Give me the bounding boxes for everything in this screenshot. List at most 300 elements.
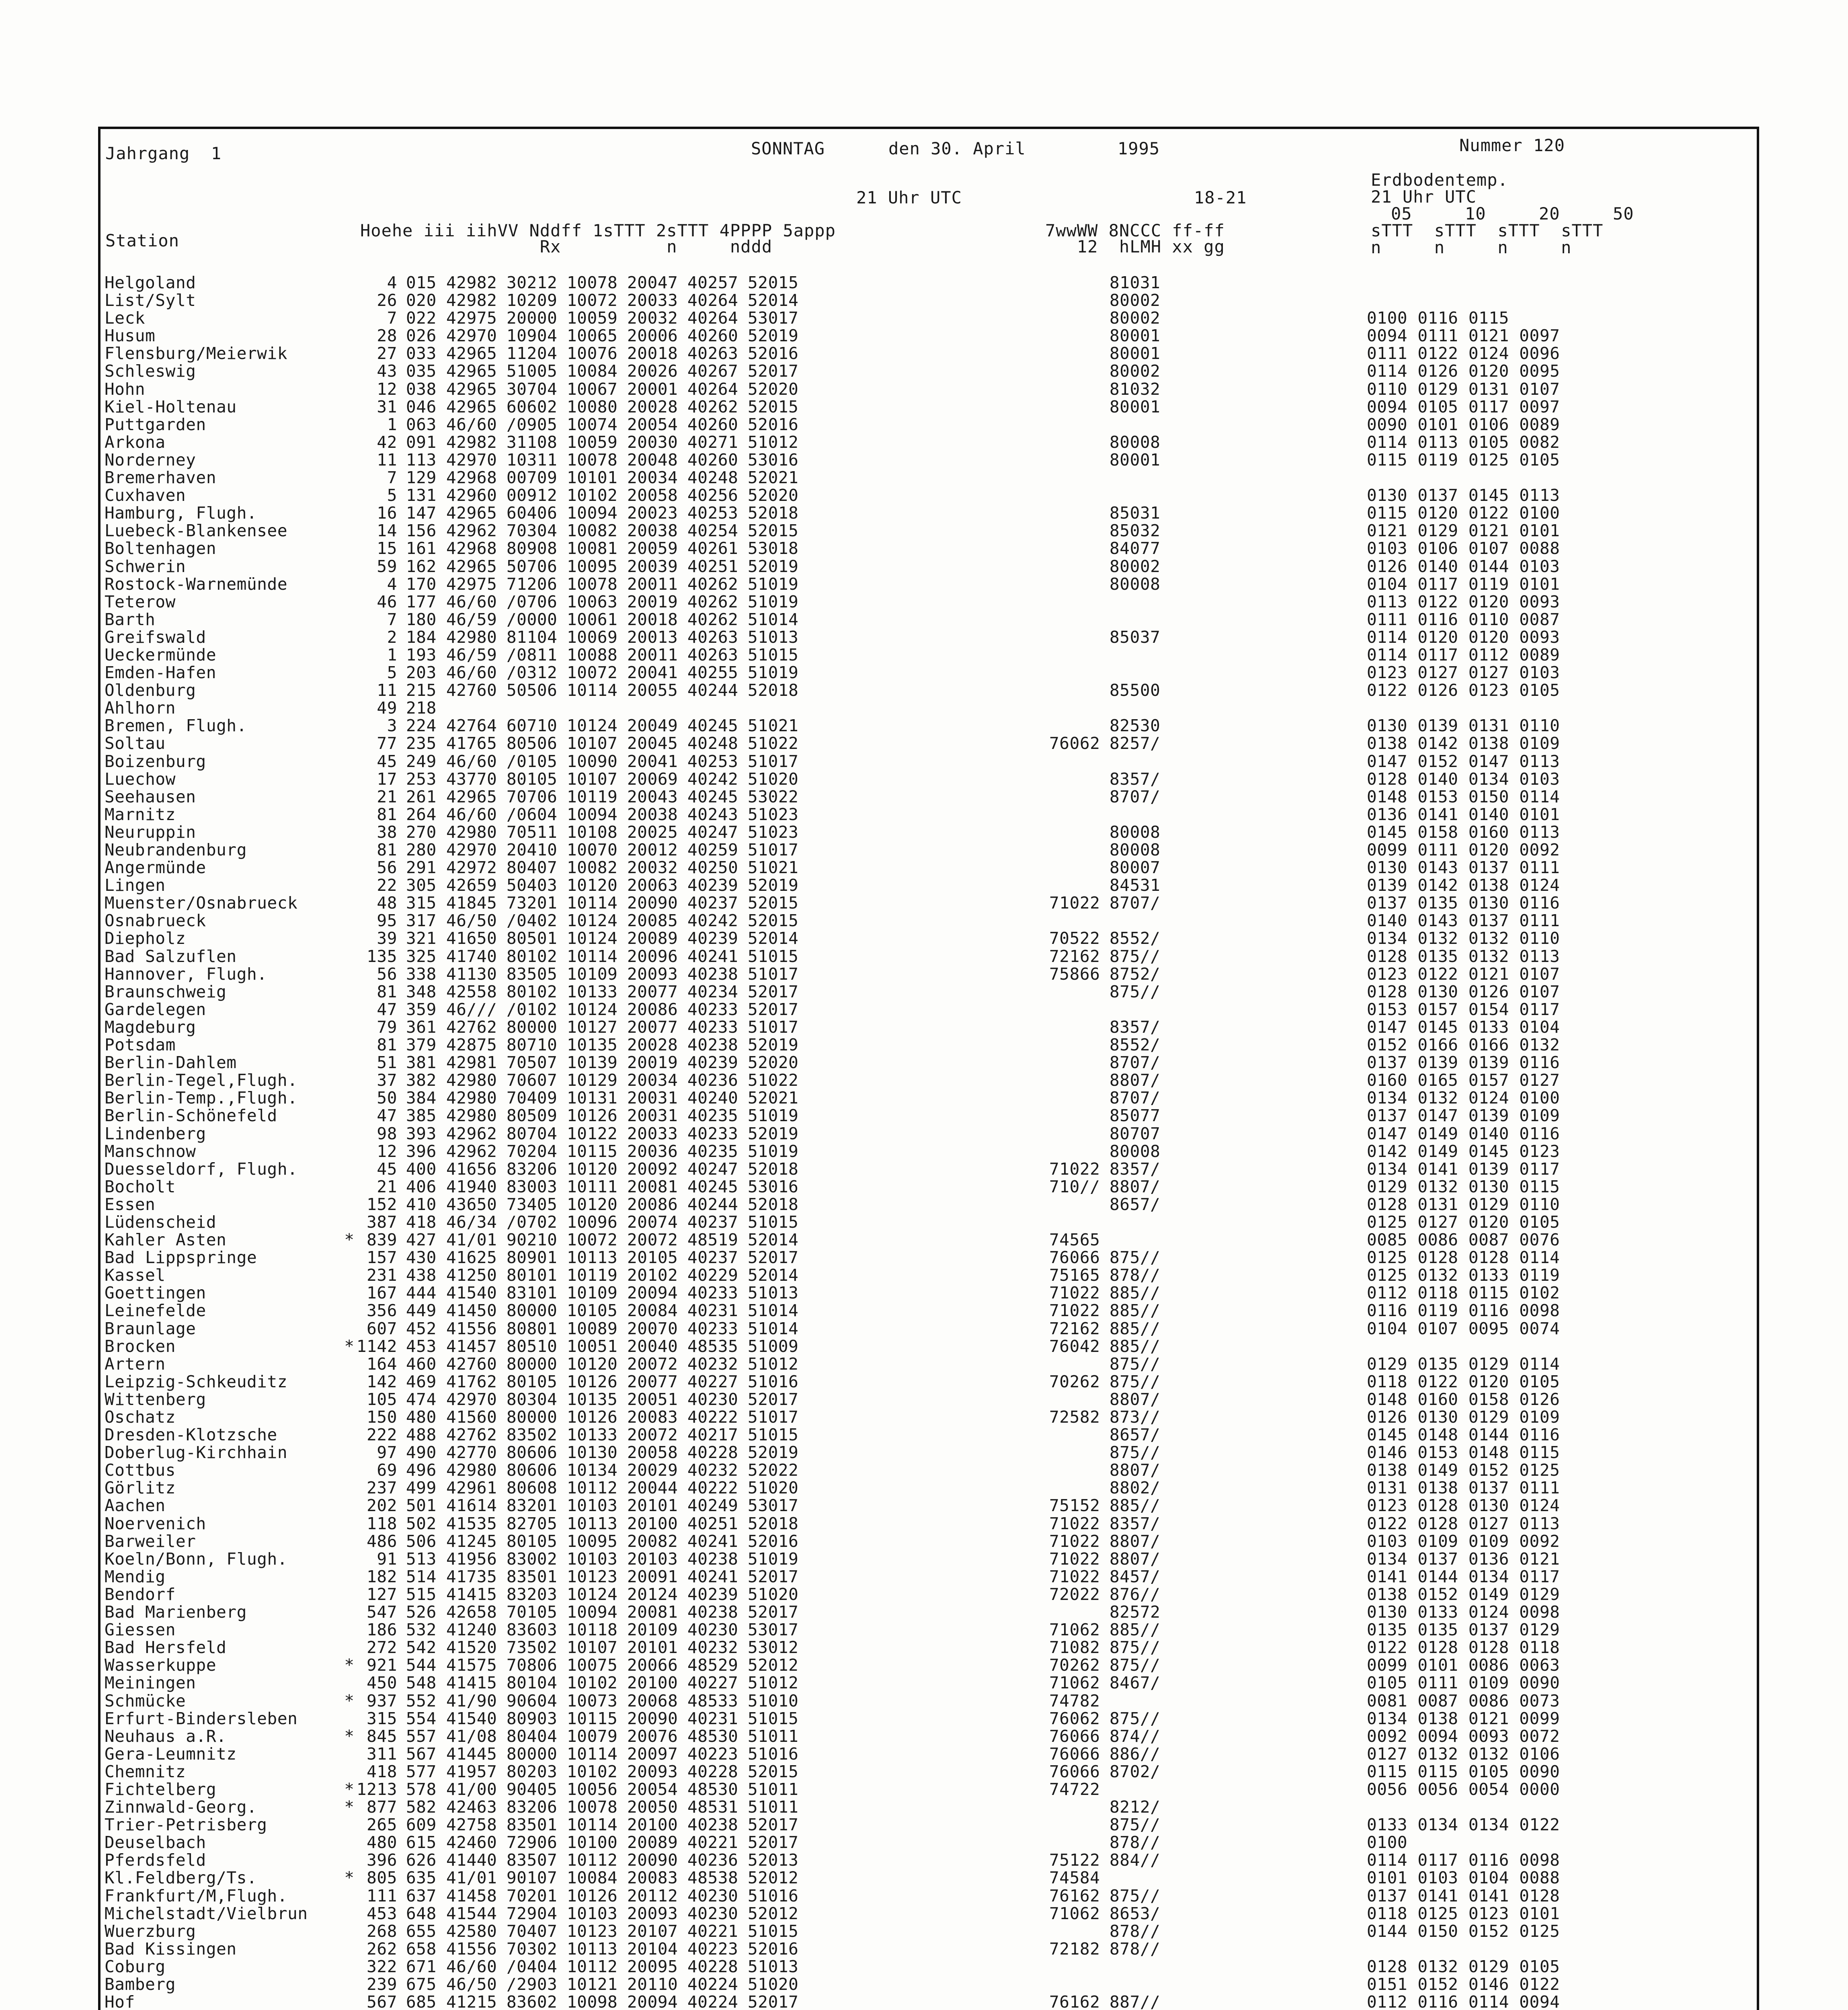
group-1sttt: 10078 xyxy=(567,450,618,470)
station-name: Leipzig-Schkeuditz xyxy=(105,1372,288,1391)
group-2sttt: 20109 xyxy=(627,1620,678,1640)
station-height: 1213 xyxy=(356,1779,397,1799)
group-1sttt: 10114 xyxy=(567,1815,618,1835)
group-1sttt: 10120 xyxy=(567,1354,618,1374)
group-5appp: 51011 xyxy=(748,1726,799,1746)
group-2sttt: 20048 xyxy=(627,450,678,470)
group-8nccc: 8752/ xyxy=(1110,964,1161,984)
group-1sttt: 10124 xyxy=(567,999,618,1019)
station-height: 222 xyxy=(367,1425,397,1445)
group-iihvv: 41130 xyxy=(446,964,497,984)
group-8nccc: 8807/ xyxy=(1110,1549,1161,1569)
group-iihvv: 42965 xyxy=(446,361,497,381)
station-height: 14 xyxy=(377,521,397,541)
group-7wwww: 71022 xyxy=(1049,1301,1100,1321)
table-row xyxy=(101,1993,1757,2010)
group-8nccc: 8552/ xyxy=(1110,929,1161,948)
group-nddff: 80509 xyxy=(507,1106,558,1126)
group-iihvv: 41450 xyxy=(446,1301,497,1321)
group-5appp: 52014 xyxy=(748,1265,799,1285)
group-2sttt: 20058 xyxy=(627,486,678,505)
station-name: Dresden-Klotzsche xyxy=(105,1425,277,1445)
group-1sttt: 10130 xyxy=(567,1443,618,1462)
group-iihvv: 46/60 xyxy=(446,414,497,434)
soil-temperatures: 0148 0153 0150 0114 xyxy=(1367,787,1560,806)
station-iii: 474 xyxy=(406,1389,437,1409)
group-iihvv: 42758 xyxy=(446,1815,497,1835)
group-7wwww: 76066 xyxy=(1049,1726,1100,1746)
group-8nccc: 8807/ xyxy=(1110,1460,1161,1480)
soil-temperatures: 0126 0130 0129 0109 xyxy=(1367,1407,1560,1427)
group-2sttt: 20089 xyxy=(627,1833,678,1852)
group-5appp: 52017 xyxy=(748,1567,799,1586)
group-4pppp: 40253 xyxy=(687,751,738,771)
group-4pppp: 40239 xyxy=(687,1053,738,1073)
group-1sttt: 10074 xyxy=(567,414,618,434)
group-5appp: 52018 xyxy=(748,1159,799,1179)
group-1sttt: 10114 xyxy=(567,946,618,966)
group-8nccc: 8707/ xyxy=(1110,1088,1161,1108)
group-1sttt: 10115 xyxy=(567,1141,618,1161)
group-4pppp: 40245 xyxy=(687,1177,738,1196)
group-5appp: 52019 xyxy=(748,556,799,576)
station-iii: 129 xyxy=(406,468,437,488)
group-4pppp: 40244 xyxy=(687,681,738,700)
station-name: Leck xyxy=(105,308,146,328)
soil-temperatures: 0141 0144 0134 0117 xyxy=(1367,1567,1560,1586)
soil-temperatures: 0100 xyxy=(1367,1833,1408,1852)
group-1sttt: 10119 xyxy=(567,787,618,806)
group-2sttt: 20084 xyxy=(627,1301,678,1321)
group-2sttt: 20041 xyxy=(627,663,678,683)
group-1sttt: 10098 xyxy=(567,1992,618,2010)
group-4pppp: 40260 xyxy=(687,326,738,346)
table-row xyxy=(101,1816,1757,1834)
date-label: den 30. April xyxy=(888,139,1026,158)
group-iihvv: 42965 xyxy=(446,556,497,576)
station-height: 127 xyxy=(367,1584,397,1604)
station-name: Teterow xyxy=(105,592,176,611)
group-4pppp: 48529 xyxy=(687,1655,738,1675)
group-nddff: 80506 xyxy=(507,734,558,753)
group-iihvv: 42460 xyxy=(446,1833,497,1852)
table-row xyxy=(101,1958,1757,1975)
station-iii: 224 xyxy=(406,716,437,736)
group-4pppp: 40249 xyxy=(687,1496,738,1516)
group-5appp: 52016 xyxy=(748,414,799,434)
table-row xyxy=(101,327,1757,345)
group-2sttt: 20090 xyxy=(627,893,678,913)
group-5appp: 52018 xyxy=(748,1194,799,1214)
group-8nccc: 8707/ xyxy=(1110,787,1161,806)
group-5appp: 51023 xyxy=(748,804,799,824)
group-8nccc: 884// xyxy=(1110,1850,1161,1870)
table-row xyxy=(101,1745,1757,1763)
group-2sttt: 20034 xyxy=(627,1071,678,1090)
soil-temperatures: 0099 0111 0120 0092 xyxy=(1367,840,1560,859)
group-iihvv: 41940 xyxy=(446,1177,497,1196)
soil-temperatures: 0110 0129 0131 0107 xyxy=(1367,379,1560,399)
soil-temperatures: 0134 0138 0121 0099 xyxy=(1367,1708,1560,1728)
soil-temperatures: 0118 0125 0123 0101 xyxy=(1367,1903,1560,1923)
group-4pppp: 48530 xyxy=(687,1726,738,1746)
station-height: 182 xyxy=(367,1567,397,1586)
group-4pppp: 40223 xyxy=(687,1939,738,1959)
station-name: Bad Kissingen xyxy=(105,1939,237,1959)
station-height: 167 xyxy=(367,1283,397,1303)
group-nddff: 70201 xyxy=(507,1886,558,1905)
table-row xyxy=(101,1089,1757,1107)
station-iii: 554 xyxy=(406,1708,437,1728)
group-iihvv: 41540 xyxy=(446,1708,497,1728)
station-name: Berlin-Dahlem xyxy=(105,1053,237,1073)
soil-temperatures: 0122 0126 0123 0105 xyxy=(1367,681,1560,700)
group-2sttt: 20033 xyxy=(627,1124,678,1143)
table-row xyxy=(101,788,1757,806)
station-name: Boizenburg xyxy=(105,751,206,771)
group-2sttt: 20032 xyxy=(627,308,678,328)
station-name: Artern xyxy=(105,1354,166,1374)
station-iii: 381 xyxy=(406,1053,437,1073)
group-5appp: 51009 xyxy=(748,1336,799,1356)
station-height: 387 xyxy=(367,1212,397,1232)
group-2sttt: 20093 xyxy=(627,964,678,984)
station-name: Bad Salzuflen xyxy=(105,946,237,966)
group-4pppp: 40224 xyxy=(687,1975,738,1994)
station-name: Berlin-Temp.,Flugh. xyxy=(105,1088,298,1108)
table-row xyxy=(101,291,1757,309)
station-name: Ueckermünde xyxy=(105,645,217,665)
group-5appp: 52019 xyxy=(748,876,799,895)
group-8nccc: 8357/ xyxy=(1110,1159,1161,1179)
group-nddff: 83203 xyxy=(507,1584,558,1604)
station-height: 28 xyxy=(377,326,397,346)
station-name: Bremerhaven xyxy=(105,468,217,488)
group-2sttt: 20018 xyxy=(627,609,678,629)
group-1sttt: 10059 xyxy=(567,308,618,328)
group-iihvv: 41625 xyxy=(446,1248,497,1268)
soil-temperatures: 0123 0127 0127 0103 xyxy=(1367,663,1560,683)
group-7wwww: 76062 xyxy=(1049,1708,1100,1728)
group-2sttt: 20107 xyxy=(627,1921,678,1941)
group-nddff: /0706 xyxy=(507,592,558,611)
group-4pppp: 40261 xyxy=(687,539,738,558)
station-height: 46 xyxy=(377,592,397,611)
station-iii: 026 xyxy=(406,326,437,346)
soil-depths: 05 10 20 50 xyxy=(1391,204,1634,224)
group-2sttt: 20105 xyxy=(627,1248,678,1268)
group-2sttt: 20031 xyxy=(627,1106,678,1126)
group-5appp: 52016 xyxy=(748,1531,799,1551)
table-row xyxy=(101,380,1757,398)
group-8nccc: 80008 xyxy=(1110,822,1161,842)
station-iii: 147 xyxy=(406,503,437,523)
group-7wwww: 72182 xyxy=(1049,1939,1100,1959)
group-5appp: 51015 xyxy=(748,1708,799,1728)
mountain-marker: * xyxy=(344,1336,355,1356)
group-8nccc: 85032 xyxy=(1110,521,1161,541)
group-2sttt: 20001 xyxy=(627,379,678,399)
group-2sttt: 20040 xyxy=(627,1336,678,1356)
group-4pppp: 40247 xyxy=(687,822,738,842)
group-2sttt: 20031 xyxy=(627,1088,678,1108)
station-name: Neubrandenburg xyxy=(105,840,247,859)
group-5appp: 51015 xyxy=(748,1425,799,1445)
group-7wwww: 71062 xyxy=(1049,1903,1100,1923)
group-1sttt: 10103 xyxy=(567,1549,618,1569)
group-1sttt: 10134 xyxy=(567,1460,618,1480)
group-nddff: 73405 xyxy=(507,1194,558,1214)
station-name: Wittenberg xyxy=(105,1389,206,1409)
soil-temperatures: 0140 0143 0137 0111 xyxy=(1367,911,1560,931)
group-4pppp: 40262 xyxy=(687,609,738,629)
group-1sttt: 10080 xyxy=(567,397,618,416)
table-row xyxy=(101,1639,1757,1656)
group-1sttt: 10102 xyxy=(567,1762,618,1781)
group-8nccc: 875// xyxy=(1110,1655,1161,1675)
group-8nccc: 8702/ xyxy=(1110,1762,1161,1781)
soil-temperatures: 0114 0120 0120 0093 xyxy=(1367,627,1560,647)
group-5appp: 52017 xyxy=(748,999,799,1019)
station-name: Pferdsfeld xyxy=(105,1850,206,1870)
group-iihvv: 41520 xyxy=(446,1638,497,1657)
table-row xyxy=(101,965,1757,983)
soil-temperatures: 0094 0105 0117 0097 xyxy=(1367,397,1560,416)
station-name: Gardelegen xyxy=(105,999,206,1019)
group-4pppp: 40237 xyxy=(687,893,738,913)
group-8nccc: 8653/ xyxy=(1110,1903,1161,1923)
group-1sttt: 10094 xyxy=(567,503,618,523)
soil-temperatures: 0113 0122 0120 0093 xyxy=(1367,592,1560,611)
station-iii: 453 xyxy=(406,1336,437,1356)
table-row xyxy=(101,1071,1757,1089)
soil-temperatures: 0134 0141 0139 0117 xyxy=(1367,1159,1560,1179)
group-7wwww: 74584 xyxy=(1049,1868,1100,1888)
station-iii: 490 xyxy=(406,1443,437,1462)
group-4pppp: 40239 xyxy=(687,1584,738,1604)
station-name: List/Sylt xyxy=(105,291,196,310)
station-height: 77 xyxy=(377,734,397,753)
group-iihvv: 41/01 xyxy=(446,1868,497,1888)
station-name: Kassel xyxy=(105,1265,166,1285)
group-iihvv: 41240 xyxy=(446,1620,497,1640)
group-4pppp: 40229 xyxy=(687,1265,738,1285)
group-1sttt: 10111 xyxy=(567,1177,618,1196)
group-iihvv: 42975 xyxy=(446,574,497,594)
group-iihvv: 42760 xyxy=(446,681,497,700)
group-iihvv: 42981 xyxy=(446,1053,497,1073)
group-iihvv: 41/90 xyxy=(446,1691,497,1711)
column-codes-line4: 12 hLMH xx gg xyxy=(1045,237,1225,256)
group-2sttt: 20038 xyxy=(627,521,678,541)
group-iihvv: 42970 xyxy=(446,326,497,346)
station-iii: 615 xyxy=(406,1833,437,1852)
group-iihvv: 41544 xyxy=(446,1903,497,1923)
group-4pppp: 40262 xyxy=(687,592,738,611)
group-4pppp: 40221 xyxy=(687,1833,738,1852)
station-height: 265 xyxy=(367,1815,397,1835)
group-2sttt: 20083 xyxy=(627,1407,678,1427)
group-1sttt: 10107 xyxy=(567,769,618,789)
group-nddff: 80510 xyxy=(507,1336,558,1356)
station-name: Kiel-Holtenau xyxy=(105,397,237,416)
group-4pppp: 40244 xyxy=(687,1194,738,1214)
group-2sttt: 20054 xyxy=(627,1779,678,1799)
station-height: 315 xyxy=(367,1708,397,1728)
station-iii: 280 xyxy=(406,840,437,859)
soil-units: n n n n xyxy=(1371,238,1572,257)
group-1sttt: 10096 xyxy=(567,1212,618,1232)
group-8nccc: 875// xyxy=(1110,1354,1161,1374)
group-nddff: /0604 xyxy=(507,804,558,824)
group-1sttt: 10084 xyxy=(567,1868,618,1888)
station-iii: 578 xyxy=(406,1779,437,1799)
group-5appp: 52012 xyxy=(748,1868,799,1888)
group-4pppp: 40264 xyxy=(687,308,738,328)
station-iii: 506 xyxy=(406,1531,437,1551)
group-5appp: 51017 xyxy=(748,840,799,859)
group-7wwww: 70262 xyxy=(1049,1372,1100,1391)
group-nddff: 80000 xyxy=(507,1354,558,1374)
soil-temperatures: 0151 0152 0146 0122 xyxy=(1367,1975,1560,1994)
soil-temperatures: 0144 0150 0152 0125 xyxy=(1367,1921,1560,1941)
group-2sttt: 20051 xyxy=(627,1389,678,1409)
soil-temperatures: 0137 0139 0139 0116 xyxy=(1367,1053,1560,1073)
group-5appp: 51010 xyxy=(748,1691,799,1711)
table-row xyxy=(101,1320,1757,1337)
issue-label: Nummer 120 xyxy=(1459,135,1565,155)
group-iihvv: 42982 xyxy=(446,291,497,310)
group-5appp: 51012 xyxy=(748,1354,799,1374)
station-height: 42 xyxy=(377,432,397,452)
group-4pppp: 40230 xyxy=(687,1903,738,1923)
group-4pppp: 40263 xyxy=(687,645,738,665)
station-height: 3 xyxy=(387,716,397,736)
station-height: 142 xyxy=(367,1372,397,1391)
group-8nccc: 80008 xyxy=(1110,432,1161,452)
group-5appp: 51016 xyxy=(748,1886,799,1905)
group-nddff: 80101 xyxy=(507,1265,558,1285)
station-name: Boltenhagen xyxy=(105,539,217,558)
mountain-marker: * xyxy=(344,1230,355,1250)
station-iii: 469 xyxy=(406,1372,437,1391)
group-iihvv: 42980 xyxy=(446,1106,497,1126)
group-5appp: 52013 xyxy=(748,1850,799,1870)
station-name: Essen xyxy=(105,1194,156,1214)
table-row xyxy=(101,1284,1757,1302)
table-row xyxy=(101,929,1757,947)
group-nddff: 80903 xyxy=(507,1708,558,1728)
group-nddff: 70204 xyxy=(507,1141,558,1161)
group-nddff: 80404 xyxy=(507,1726,558,1746)
station-iii: 658 xyxy=(406,1939,437,1959)
group-2sttt: 20066 xyxy=(627,1655,678,1675)
station-height: 118 xyxy=(367,1514,397,1533)
group-4pppp: 40242 xyxy=(687,769,738,789)
station-iii: 361 xyxy=(406,1017,437,1037)
group-5appp: 52019 xyxy=(748,326,799,346)
group-nddff: 83502 xyxy=(507,1425,558,1445)
group-4pppp: 40228 xyxy=(687,1957,738,1976)
group-4pppp: 40267 xyxy=(687,361,738,381)
station-name: Marnitz xyxy=(105,804,176,824)
soil-temperatures: 0145 0148 0144 0116 xyxy=(1367,1425,1560,1445)
station-name: Lüdenscheid xyxy=(105,1212,217,1232)
group-4pppp: 40227 xyxy=(687,1673,738,1693)
station-height: 81 xyxy=(377,982,397,1001)
group-nddff: 60710 xyxy=(507,716,558,736)
soil-temperatures: 0134 0132 0124 0100 xyxy=(1367,1088,1560,1108)
group-5appp: 51019 xyxy=(748,1549,799,1569)
mountain-marker: * xyxy=(344,1868,355,1888)
group-4pppp: 40260 xyxy=(687,450,738,470)
group-5appp: 51017 xyxy=(748,1017,799,1037)
group-8nccc: 885// xyxy=(1110,1283,1161,1303)
table-row xyxy=(101,1461,1757,1479)
station-height: 51 xyxy=(377,1053,397,1073)
group-2sttt: 20100 xyxy=(627,1514,678,1533)
station-height: 12 xyxy=(377,379,397,399)
group-7wwww: 74782 xyxy=(1049,1691,1100,1711)
group-2sttt: 20102 xyxy=(627,1265,678,1285)
group-2sttt: 20033 xyxy=(627,291,678,310)
group-1sttt: 10131 xyxy=(567,1088,618,1108)
station-iii: 514 xyxy=(406,1567,437,1586)
group-4pppp: 40224 xyxy=(687,1992,738,2010)
group-iihvv: 41540 xyxy=(446,1283,497,1303)
group-iihvv: 41/08 xyxy=(446,1726,497,1746)
group-1sttt: 10126 xyxy=(567,1372,618,1391)
group-8nccc: 82530 xyxy=(1110,716,1161,736)
soil-temperatures: 0100 0116 0115 xyxy=(1367,308,1509,328)
group-4pppp: 40230 xyxy=(687,1886,738,1905)
group-1sttt: 10088 xyxy=(567,645,618,665)
group-iihvv: 42980 xyxy=(446,1460,497,1480)
station-iii: 162 xyxy=(406,556,437,576)
group-5appp: 51013 xyxy=(748,1283,799,1303)
soil-temperatures: 0148 0160 0158 0126 xyxy=(1367,1389,1560,1409)
station-iii: 348 xyxy=(406,982,437,1001)
group-nddff: 10904 xyxy=(507,326,558,346)
station-iii: 410 xyxy=(406,1194,437,1214)
soil-temperatures: 0056 0056 0054 0000 xyxy=(1367,1779,1560,1799)
group-nddff: 20410 xyxy=(507,840,558,859)
group-5appp: 52015 xyxy=(748,1762,799,1781)
group-iihvv: 46/59 xyxy=(446,645,497,665)
station-name: Berlin-Tegel,Flugh. xyxy=(105,1071,298,1090)
group-8nccc: 84077 xyxy=(1110,539,1161,558)
station-name: Lingen xyxy=(105,876,166,895)
group-iihvv: 42659 xyxy=(446,876,497,895)
station-name: Luechow xyxy=(105,769,176,789)
table-row xyxy=(101,859,1757,876)
group-nddff: 80104 xyxy=(507,1673,558,1693)
column-codes-line1: Hoehe iii iihVV Nddff 1sTTT 2sTTT 4PPPP 5appp xyxy=(360,221,836,240)
table-row xyxy=(101,1550,1757,1568)
soil-temperatures: 0129 0132 0130 0115 xyxy=(1367,1177,1560,1196)
group-8nccc: 80002 xyxy=(1110,308,1161,328)
group-4pppp: 40260 xyxy=(687,414,738,434)
station-height: 91 xyxy=(377,1549,397,1569)
group-8nccc: 80707 xyxy=(1110,1124,1161,1143)
group-1sttt: 10103 xyxy=(567,1903,618,1923)
group-8nccc: 85500 xyxy=(1110,681,1161,700)
station-name: Neuruppin xyxy=(105,822,196,842)
group-nddff: 31108 xyxy=(507,432,558,452)
table-row xyxy=(101,1763,1757,1780)
soil-temperatures: 0128 0130 0126 0107 xyxy=(1367,982,1560,1001)
group-nddff: 00709 xyxy=(507,468,558,488)
